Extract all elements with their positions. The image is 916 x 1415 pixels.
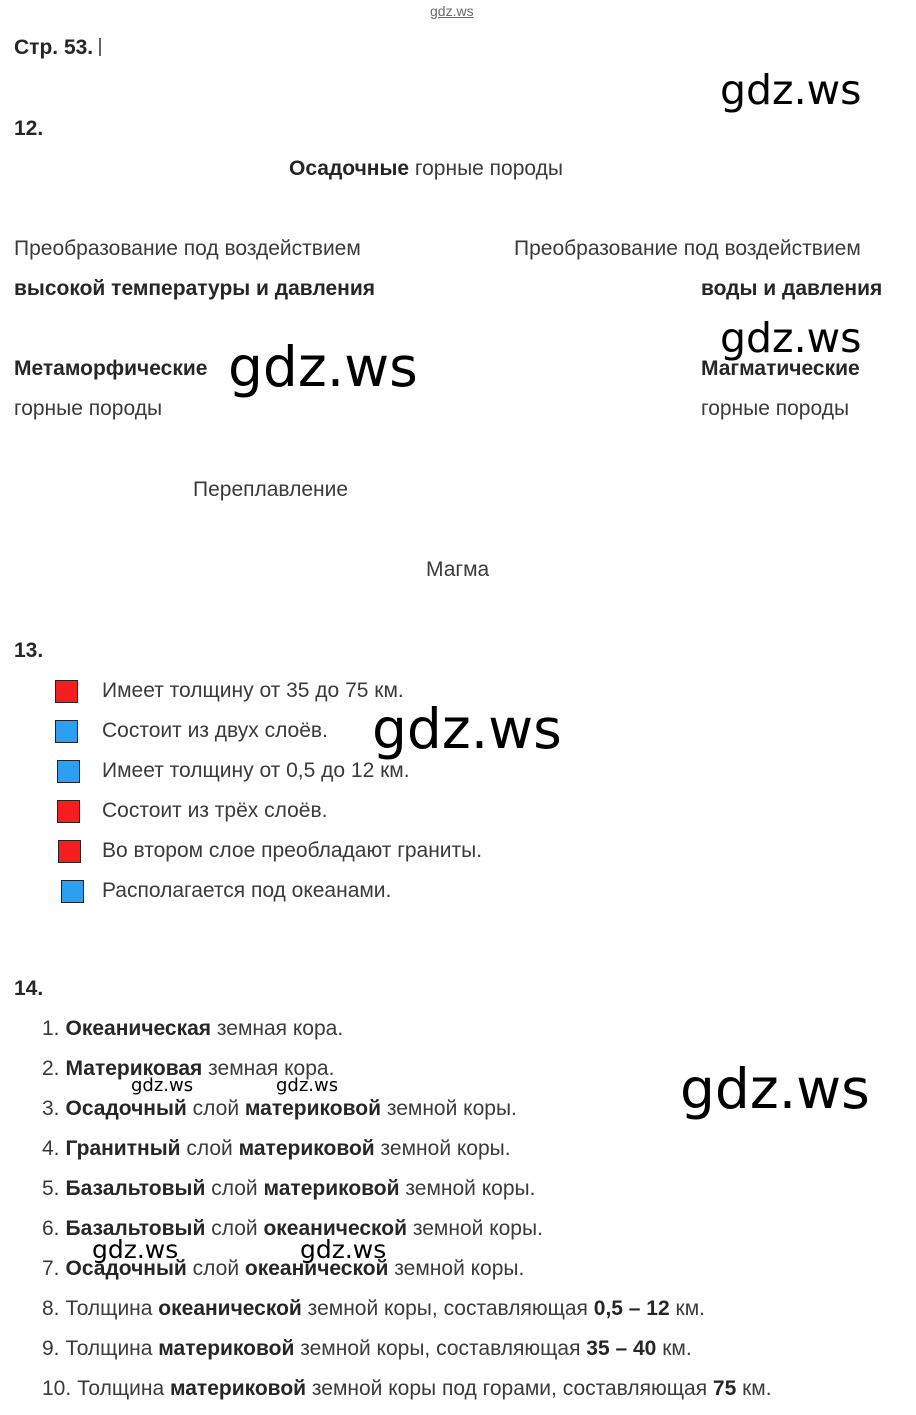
plain-text: слой (205, 1217, 264, 1240)
plain-text: слой (180, 1137, 239, 1160)
watermark: gdz.ws (276, 1075, 339, 1096)
list-item-number: 6. (42, 1217, 60, 1240)
right-transform-line1: Преобразование под воздействием (514, 237, 861, 260)
watermark: gdz.ws (372, 697, 562, 761)
watermark: gdz.ws (131, 1075, 194, 1096)
crust-property-item: Имеет толщину от 35 до 75 км. (102, 679, 404, 702)
crust-property-item: Состоит из двух слоёв. (102, 719, 328, 742)
bold-term: материковой (244, 1097, 381, 1120)
watermark: gdz.ws (720, 66, 862, 114)
plain-text: земной коры. (388, 1257, 525, 1280)
sedimentary-rest: горные породы (409, 157, 563, 180)
bold-term: 35 – 40 (586, 1337, 657, 1360)
bold-term: материковой (238, 1137, 375, 1160)
list-item (42, 1178, 535, 1199)
list-item (42, 1338, 692, 1359)
plain-text: земной коры, составляющая (294, 1337, 587, 1360)
list-item (42, 1098, 517, 1119)
plain-text: земной коры под горами, составляющая (306, 1377, 713, 1400)
list-item (42, 1138, 511, 1159)
plain-text: земной коры. (399, 1177, 536, 1200)
plain-text: земной коры, составляющая (301, 1297, 594, 1320)
magmatic-sub: горные породы (701, 397, 850, 420)
plain-text: земная кора. (211, 1017, 344, 1040)
watermark: gdz.ws (92, 1235, 179, 1264)
watermark: gdz.ws (720, 314, 862, 362)
blue-square-marker (61, 880, 84, 903)
plain-text: слой (186, 1097, 245, 1120)
list-item-number: 5. (42, 1177, 60, 1200)
list-item (42, 1018, 343, 1039)
watermark: gdz.ws (228, 335, 418, 399)
plain-text: Толщина (65, 1297, 159, 1320)
list-item-number: 4. (42, 1137, 60, 1160)
metamorphic-sub: горные породы (14, 397, 163, 420)
watermark-top: gdz.ws (430, 3, 474, 19)
list-item-number: 1. (42, 1017, 60, 1040)
red-square-marker (57, 800, 80, 823)
bold-term: океанической (244, 1257, 389, 1280)
left-transform-line2: высокой температуры и давления (14, 277, 376, 300)
plain-text: Толщина (77, 1377, 170, 1400)
plain-text: земной коры. (374, 1137, 511, 1160)
bold-term: Базальтовый (65, 1217, 206, 1240)
task13-number: 13. (14, 639, 44, 662)
plain-text: км. (736, 1377, 772, 1400)
magma-label: Магма (426, 558, 490, 581)
list-item-number: 7. (42, 1257, 60, 1280)
list-item (42, 1298, 705, 1319)
plain-text: слой (205, 1177, 264, 1200)
plain-text: Толщина (65, 1337, 159, 1360)
plain-text: км. (656, 1337, 692, 1360)
bold-term: 75 (712, 1377, 737, 1400)
watermark: gdz.ws (300, 1235, 387, 1264)
sedimentary-rocks-label (289, 158, 563, 179)
left-transform-line1: Преобразование под воздействием (14, 237, 361, 260)
page-header (14, 37, 101, 58)
page-header-text: Стр. 53. (14, 36, 94, 59)
list-item-number: 2. (42, 1057, 60, 1080)
task12-number: 12. (14, 117, 44, 140)
list-item-number: 3. (42, 1097, 60, 1120)
bold-term: материковой (169, 1377, 307, 1400)
plain-text: земной коры. (407, 1217, 543, 1240)
bold-term: Базальтовый (65, 1177, 206, 1200)
bold-term: Материковая (65, 1057, 203, 1080)
text-cursor (99, 38, 101, 56)
right-transform-line2: воды и давления (701, 277, 883, 300)
magmatic-label: Магматические (701, 357, 860, 380)
task14-number: 14. (14, 977, 44, 1000)
bold-term: материковой (263, 1177, 400, 1200)
bold-term: Океаническая (65, 1017, 212, 1040)
red-square-marker (58, 840, 81, 863)
list-item (42, 1378, 772, 1399)
bold-term: материковой (158, 1337, 295, 1360)
plain-text: км. (669, 1297, 705, 1320)
blue-square-marker (57, 760, 80, 783)
bold-term: океанической (263, 1217, 408, 1240)
sedimentary-bold: Осадочные (289, 157, 410, 180)
remelting-label: Переплавление (193, 478, 349, 501)
crust-property-item: Располагается под океанами. (102, 879, 392, 902)
watermark: gdz.ws (680, 1057, 870, 1121)
metamorphic-label: Метаморфические (14, 357, 208, 380)
bold-term: 0,5 – 12 (593, 1297, 670, 1320)
plain-text: земной коры. (380, 1097, 517, 1120)
crust-property-item: Имеет толщину от 0,5 до 12 км. (102, 759, 410, 782)
plain-text: земная кора. (202, 1057, 335, 1080)
crust-property-item: Состоит из трёх слоёв. (102, 799, 328, 822)
list-item-number: 8. (42, 1297, 60, 1320)
bold-term: Гранитный (65, 1137, 181, 1160)
crust-property-item: Во втором слое преобладают граниты. (102, 839, 483, 862)
bold-term: Осадочный (65, 1257, 187, 1280)
list-item-number: 10. (42, 1377, 72, 1400)
blue-square-marker (55, 720, 78, 743)
list-item-number: 9. (42, 1337, 60, 1360)
plain-text: слой (186, 1257, 245, 1280)
red-square-marker (55, 680, 78, 703)
bold-term: Осадочный (65, 1097, 187, 1120)
bold-term: океанической (158, 1297, 302, 1320)
